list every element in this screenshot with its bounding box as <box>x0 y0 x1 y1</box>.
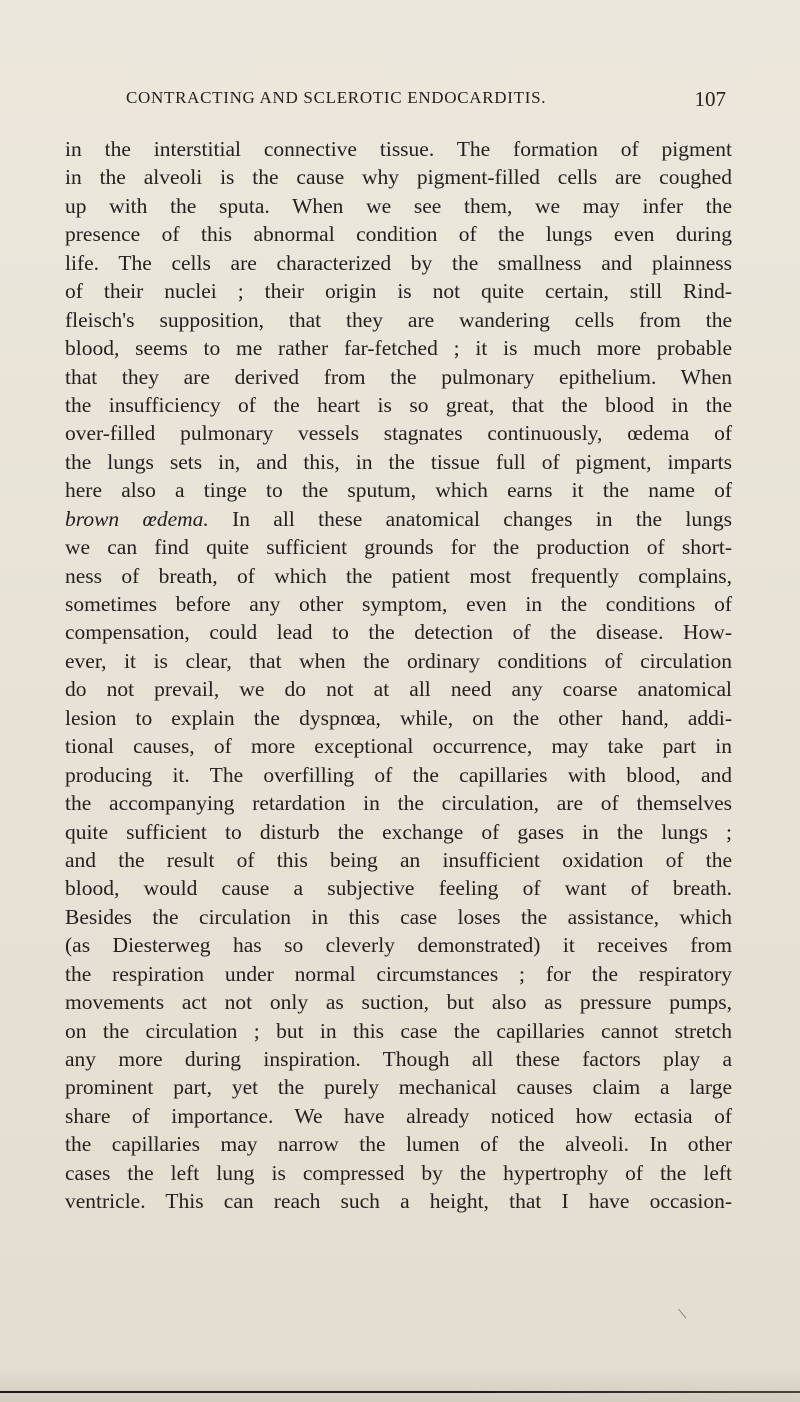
text-line: of their nuclei ; their origin is not quite certain, still Rind- <box>65 279 732 304</box>
text-line: ever, it is clear, that when the ordinary conditions of circulation <box>65 648 732 673</box>
text-line: share of importance. We have already noticed how ectasia of <box>65 1103 732 1128</box>
text-line: over-filled pulmonary vessels stagnates continuously, œdema of <box>65 421 732 446</box>
text-line: ventricle. This can reach such a height, that I have occasion- <box>65 1189 732 1214</box>
text-line: cases the left lung is compressed by the hypertrophy of the left <box>65 1160 732 1185</box>
text-line: we can find quite sufficient grounds for the production of short- <box>65 535 732 560</box>
text-line: here also a tinge to the sputum, which earns it the name of <box>65 478 732 503</box>
italic-term-brown-oedema: brown œdema. <box>65 506 209 531</box>
text-line: the capillaries may narrow the lumen of the alveoli. In other <box>65 1132 732 1157</box>
running-head <box>126 88 726 118</box>
text-line: compensation, could lead to the detection of the disease. How- <box>65 620 732 645</box>
text-line: blood, seems to me rather far-fetched ; it is much more probable <box>65 336 732 361</box>
text-line: on the circulation ; but in this case the capillaries cannot stretch <box>65 1018 732 1043</box>
text-line: the respiration under normal circumstances ; for the respiratory <box>65 961 732 986</box>
text-line: Besides the circulation in this case loses the assistance, which <box>65 904 732 929</box>
page-bottom-shadow <box>0 1368 800 1402</box>
text-line: do not prevail, we do not at all need any coarse anatomical <box>65 677 732 702</box>
text-line: movements act not only as suction, but also as pressure pumps, <box>65 990 732 1015</box>
text-line-with-italic-term <box>65 505 732 533</box>
text-line: up with the sputa. When we see them, we may infer the <box>65 193 732 218</box>
text-line: quite sufficient to disturb the exchange of gases in the lungs ; <box>65 819 732 844</box>
text-line: (as Diesterweg has so cleverly demonstrated) it receives from <box>65 933 732 958</box>
line-remainder: In all these anatomical changes in the lungs <box>208 506 732 531</box>
page-bottom-edge <box>0 1391 800 1393</box>
text-line: in the alveoli is the cause why pigment-filled cells are coughed <box>65 165 732 190</box>
text-line: tional causes, of more exceptional occurrence, may take part in <box>65 734 732 759</box>
text-line: the accompanying retardation in the circulation, are of themselves <box>65 791 732 816</box>
text-line: sometimes before any other symptom, even in the conditions of <box>65 592 732 616</box>
text-line: lesion to explain the dyspnœa, while, on the other hand, addi- <box>65 705 732 730</box>
text-line: presence of this abnormal condition of the lungs even during <box>65 222 732 247</box>
text-line: fleisch's supposition, that they are wandering cells from the <box>65 307 732 332</box>
page-number: 107 <box>694 87 726 111</box>
running-title: CONTRACTING AND SCLEROTIC ENDOCARDITIS. <box>126 88 547 107</box>
text-line: the insufficiency of the heart is so great, that the blood in the <box>65 392 732 417</box>
text-line: ness of breath, of which the patient most frequently complains, <box>65 563 732 588</box>
text-line: prominent part, yet the purely mechanical causes claim a large <box>65 1075 732 1100</box>
text-line: blood, would cause a subjective feeling of want of breath. <box>65 876 732 901</box>
text-line: that they are derived from the pulmonary epithelium. When <box>65 364 732 389</box>
text-line: producing it. The overfilling of the capillaries with blood, and <box>65 762 732 787</box>
text-line: and the result of this being an insufficient oxidation of the <box>65 847 732 872</box>
text-line: any more during inspiration. Though all these factors play a <box>65 1047 732 1071</box>
text-line: life. The cells are characterized by the smallness and plainness <box>65 250 732 275</box>
stray-pencil-mark: \ <box>676 1303 688 1324</box>
text-line: the lungs sets in, and this, in the tissue full of pigment, imparts <box>65 449 732 474</box>
text-line: in the interstitial connective tissue. The formation of pigment <box>65 137 732 161</box>
body-text <box>65 135 732 1216</box>
